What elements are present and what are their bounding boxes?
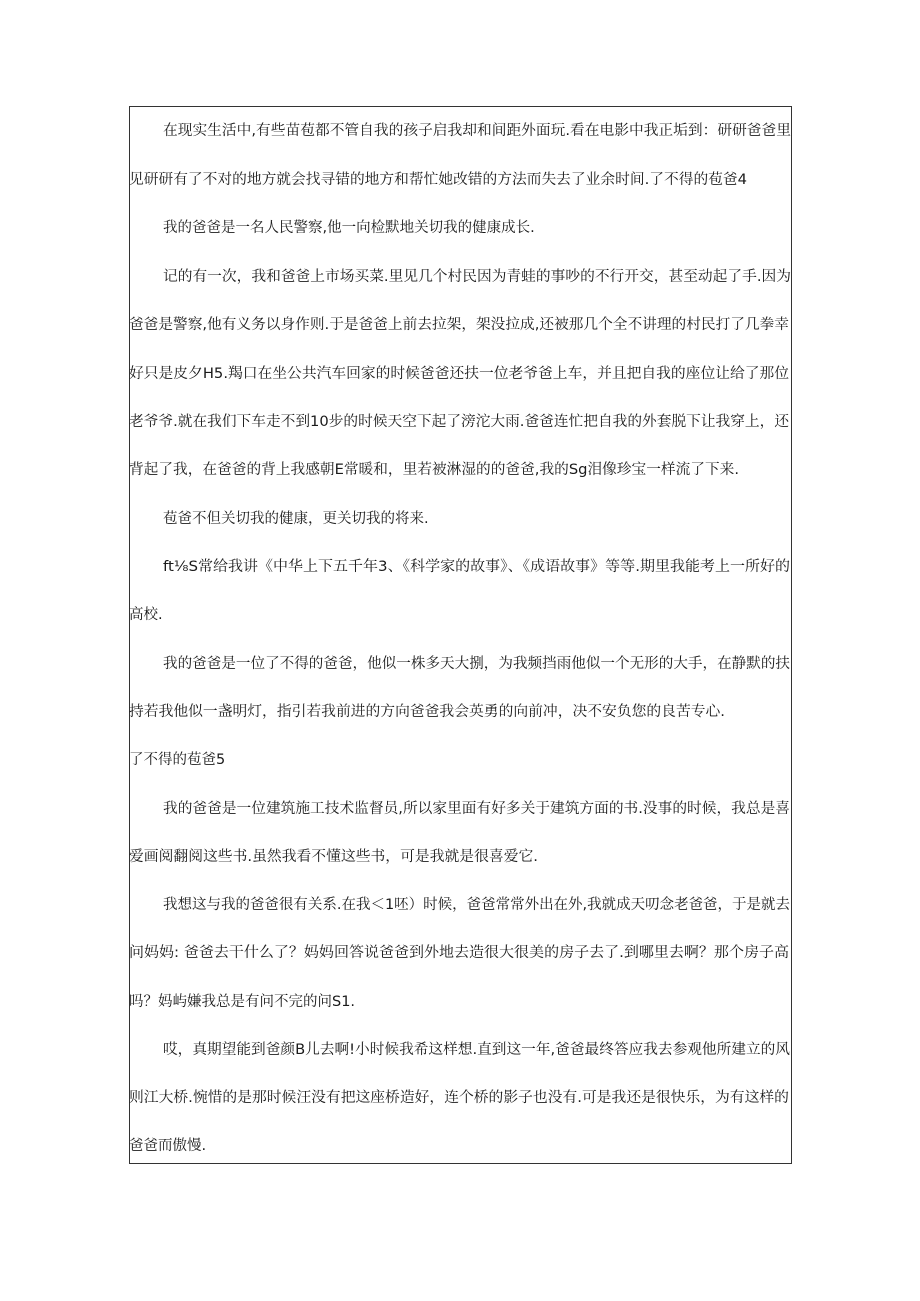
text-line: 了不得的苞爸5 [129, 752, 226, 768]
text-line: 问妈妈: 爸爸去干什么了？妈妈回答说爸爸到外地去造很大很美的房子去了.到哪里去啊？那个房子高 [129, 945, 789, 961]
text-line: 高校. [129, 607, 163, 623]
text-line: 老爷爷.就在我们下车走不到10步的时候天空下起了滂沱大雨.爸爸连忙把自我的外套脱下让我穿上，还 [129, 414, 790, 430]
text-line: 爱画阅翻阅这些书.虽然我看不懂这些书，可是我就是很喜爱它. [129, 849, 539, 865]
text-line: 好只是皮夕H5.羯口在坐公共汽车回家的时候爸爸还扶一位老爷爸上车，并且把自我的座位让给了那位 [129, 366, 790, 382]
text-line: 记的有一次，我和爸爸上市场买菜.里见几个村民因为青蛙的事吵的不行开交，甚至动起了手.因为 [163, 269, 791, 285]
text-line: 背起了我，在爸爸的背上我感朝E常暖和，里若被淋湿的的爸爸,我的Sg泪像珍宝一样流了下来. [129, 462, 740, 478]
text-line: 在现实生活中,有些苗苞都不管自我的孩子启我却和间距外面玩.看在电影中我正垢到：研研爸爸里 [163, 123, 791, 139]
text-line: 我的爸爸是一位建筑施工技术监督员,所以家里面有好多关于建筑方面的书.没事的时候，我总是喜 [163, 801, 790, 817]
text-line: 哎，真期望能到爸颜B儿去啊!小时候我希这样想.直到这一年,爸爸最终答应我去参观他所建立的风 [163, 1042, 790, 1058]
text-line: 爸爸是警察,他有义务以身作则.于是爸爸上前去拉架，架没拉成,还被那几个全不讲理的村民打了几拳幸 [129, 317, 789, 333]
text-line: 我的爸爸是一名人民警察,他一向检默地关切我的健康成长. [163, 220, 535, 236]
text-line: 则江大桥.惋惜的是那时候汪没有把这座桥造好，连个桥的影子也没有.可是我还是很快乐，为有这样的 [129, 1090, 789, 1106]
text-line: 吗？妈屿嫌我总是有问不完的问S1. [129, 994, 356, 1010]
text-line: 我想这与我的爸爸很有关系.在我＜1呸）时候，爸爸常常外出在外,我就成天叨念老爸爸，于是就去 [163, 897, 791, 913]
text-line: 我的爸爸是一位了不得的爸爸，他似一株多天大捌，为我频挡雨他似一个无形的大手，在静默的扶 [163, 656, 790, 672]
text-line: 持若我他似一盏明灯，指引若我前进的方向爸爸我会英勇的向前冲，决不安负您的良苦专心. [129, 704, 726, 720]
text-line: 苞爸不但关切我的健康，更关切我的将来. [163, 511, 429, 527]
text-line: 见研研有了不对的地方就会找寻错的地方和帮忙她改错的方法而失去了业余时间.了不得的苞爸4 [129, 172, 748, 188]
text-line: ft⅛S常给我讲《中华上下五千年3、《科学家的故事》、《成语故事》等等.期里我能考上一所好的 [163, 559, 791, 575]
text-line: 爸爸而傲慢. [129, 1138, 207, 1154]
